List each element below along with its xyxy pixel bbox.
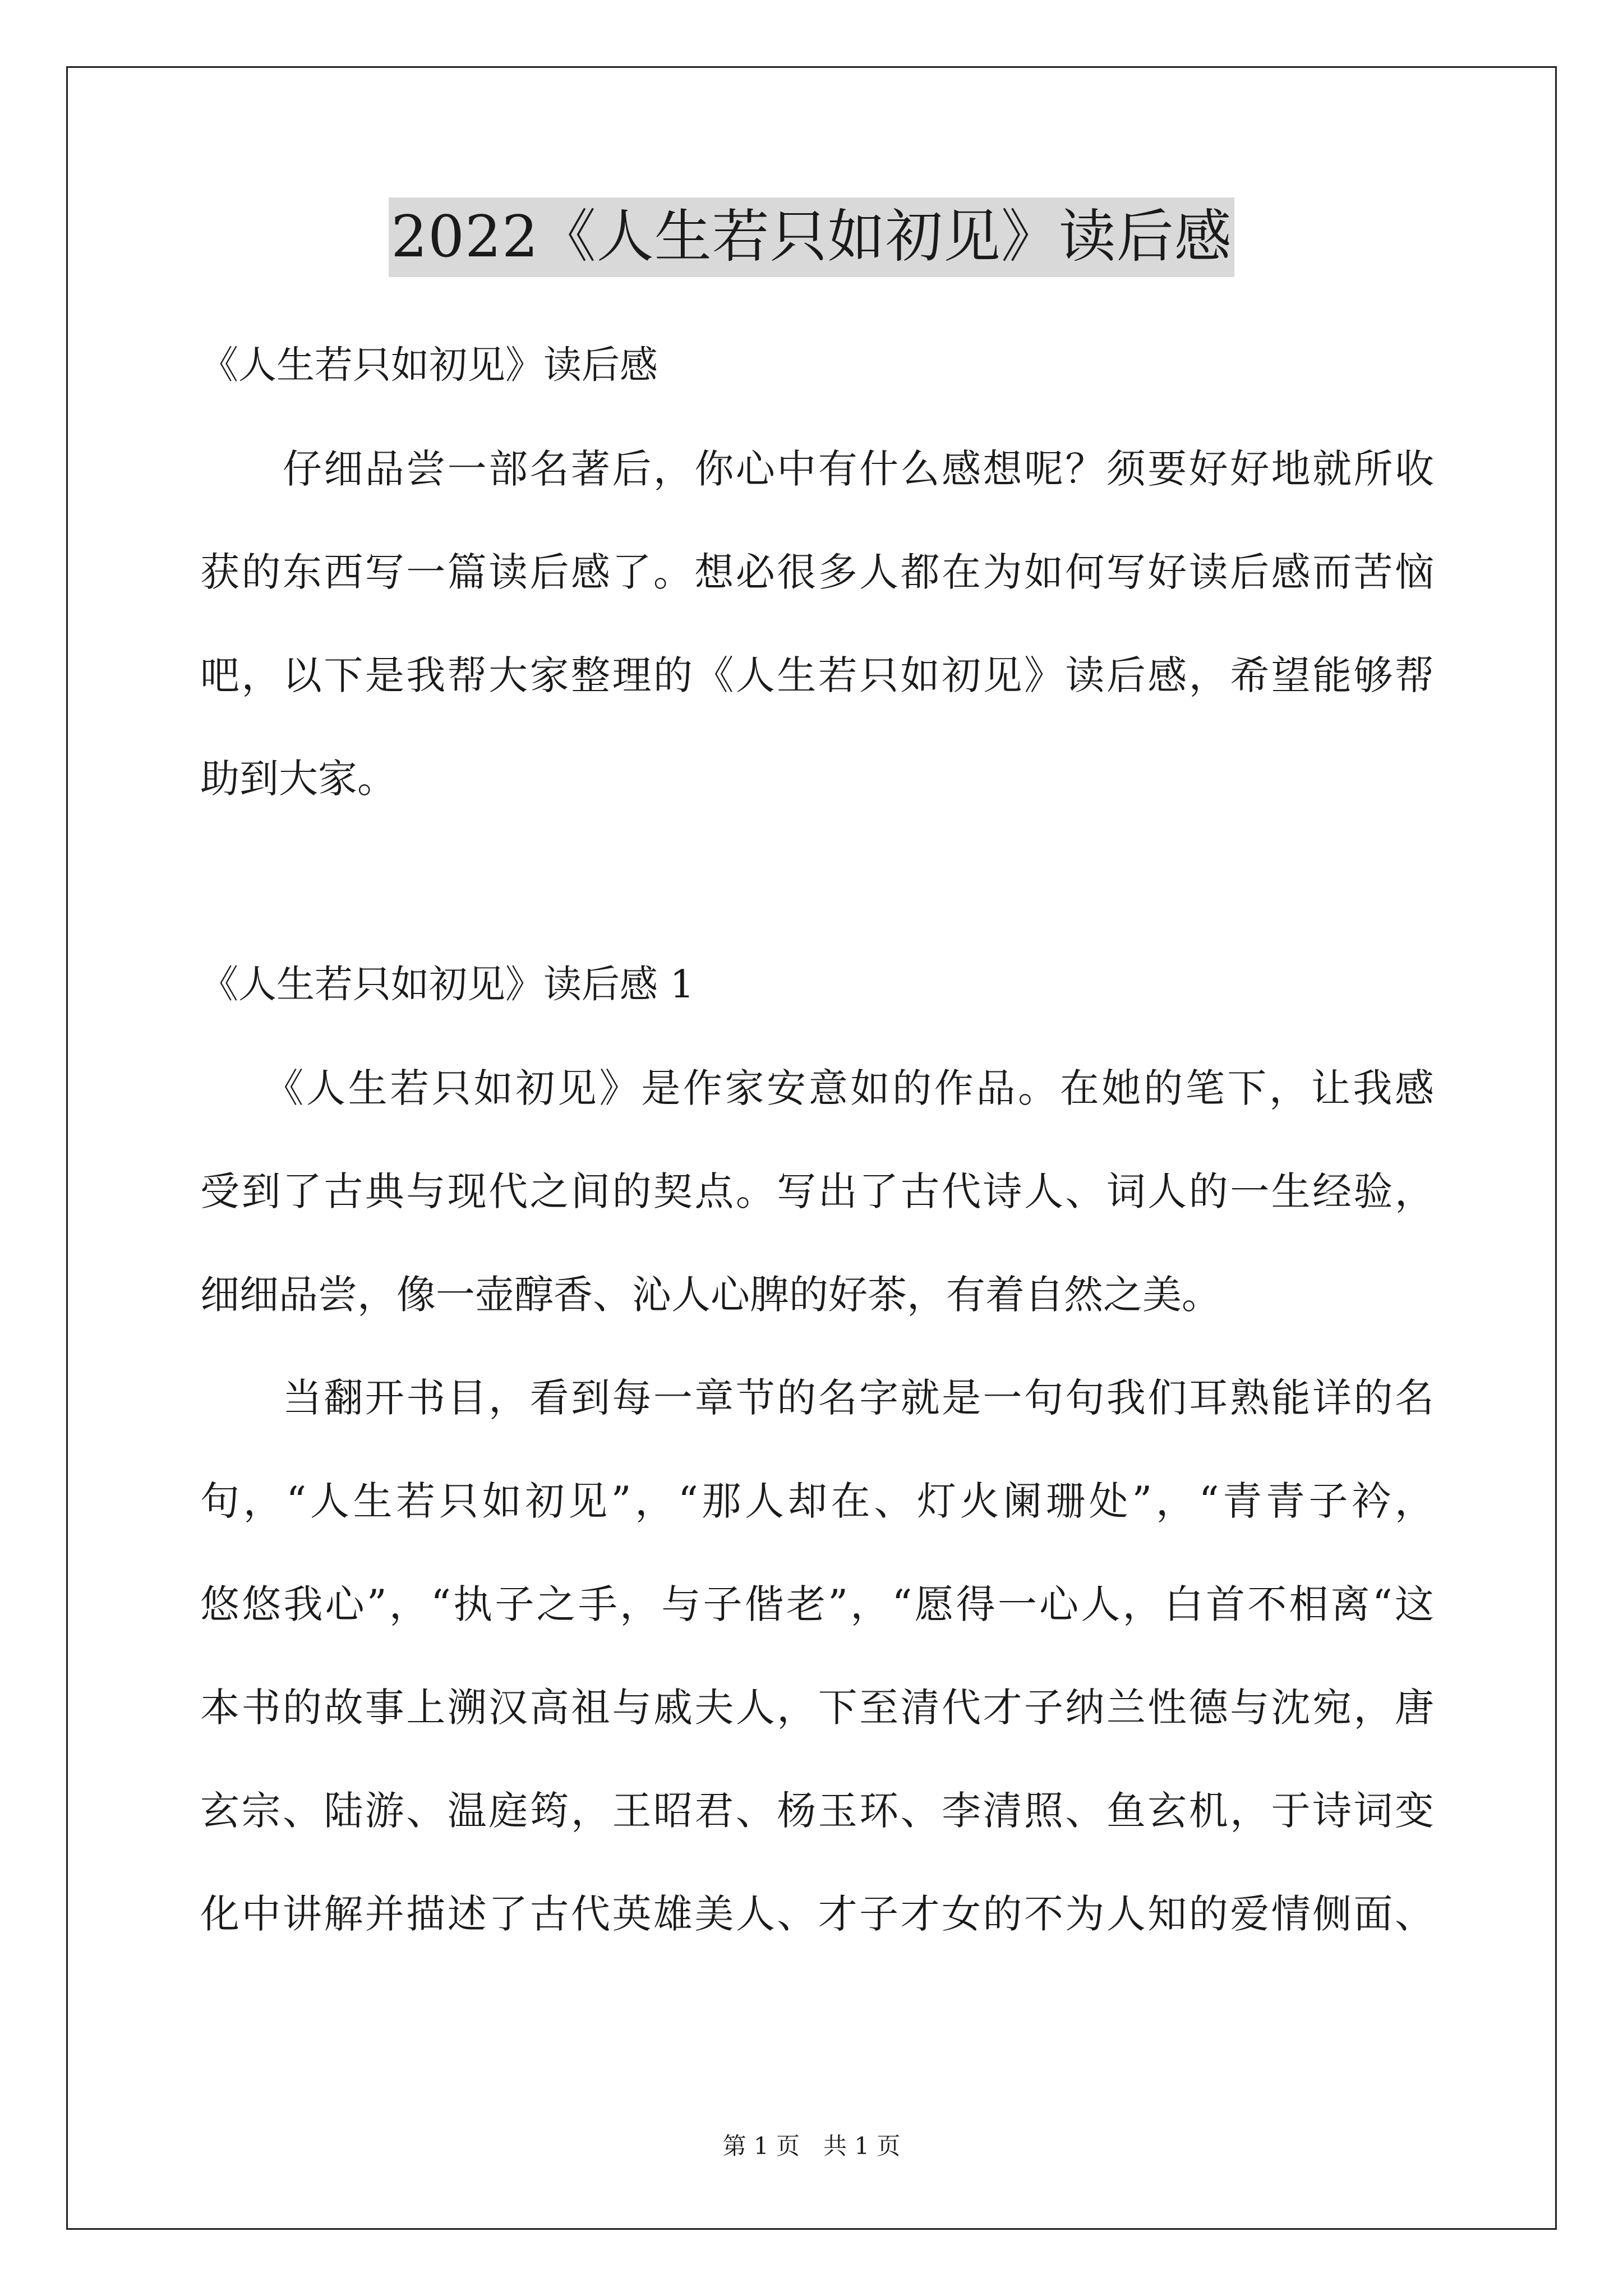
paragraph-line: 助到大家。 [200, 756, 396, 802]
paragraph-line: 仔细品尝一部名著后，你心中有什么感想呢？须要好好地就所收 [200, 446, 1434, 492]
paragraph-line: 细细品尝，像一壶醇香、沁人心脾的好茶，有着自然之美。 [200, 1272, 1221, 1318]
document-title: 2022《人生若只如初见》读后感 [389, 197, 1234, 277]
blank-line [200, 830, 1434, 933]
document-body [200, 314, 1434, 1966]
section-heading-1: 《人生若只如初见》读后感 1 [200, 963, 694, 1007]
paragraph-line: 《人生若只如初见》是作家安意如的作品。在她的笔下，让我感 [200, 1065, 1434, 1111]
paragraph-line: 玄宗、陆游、温庭筠，王昭君、杨玉环、李清照、鱼玄机，于诗词变 [200, 1788, 1434, 1834]
paragraph-line: 化中讲解并描述了古代英雄美人、才子才女的不为人知的爱情侧面、 [200, 1891, 1434, 1937]
paragraph-line: 当翻开书目，看到每一章节的名字就是一句句我们耳熟能详的名 [200, 1375, 1434, 1421]
page-footer: 第 1 页 共 1 页 [722, 2132, 901, 2160]
paragraph-line: 本书的故事上溯汉高祖与戚夫人，下至清代才子纳兰性德与沈宛，唐 [200, 1685, 1434, 1731]
paragraph-line: 悠悠我心”，“执子之手，与子偕老”，“愿得一心人，白首不相离“这 [200, 1581, 1434, 1627]
paragraph-line: 句，“人生若只如初见”，“那人却在、灯火阑珊处”，“青青子衿， [200, 1478, 1434, 1524]
paragraph-line: 受到了古典与现代之间的契点。写出了古代诗人、词人的一生经验， [200, 1168, 1434, 1214]
title-container [0, 197, 1623, 277]
paragraph-line: 获的东西写一篇读后感了。想必很多人都在为如何写好读后感而苦恼 [200, 549, 1434, 595]
paragraph-line: 吧，以下是我帮大家整理的《人生若只如初见》读后感，希望能够帮 [200, 652, 1434, 698]
section-heading-intro: 《人生若只如初见》读后感 [200, 343, 658, 388]
